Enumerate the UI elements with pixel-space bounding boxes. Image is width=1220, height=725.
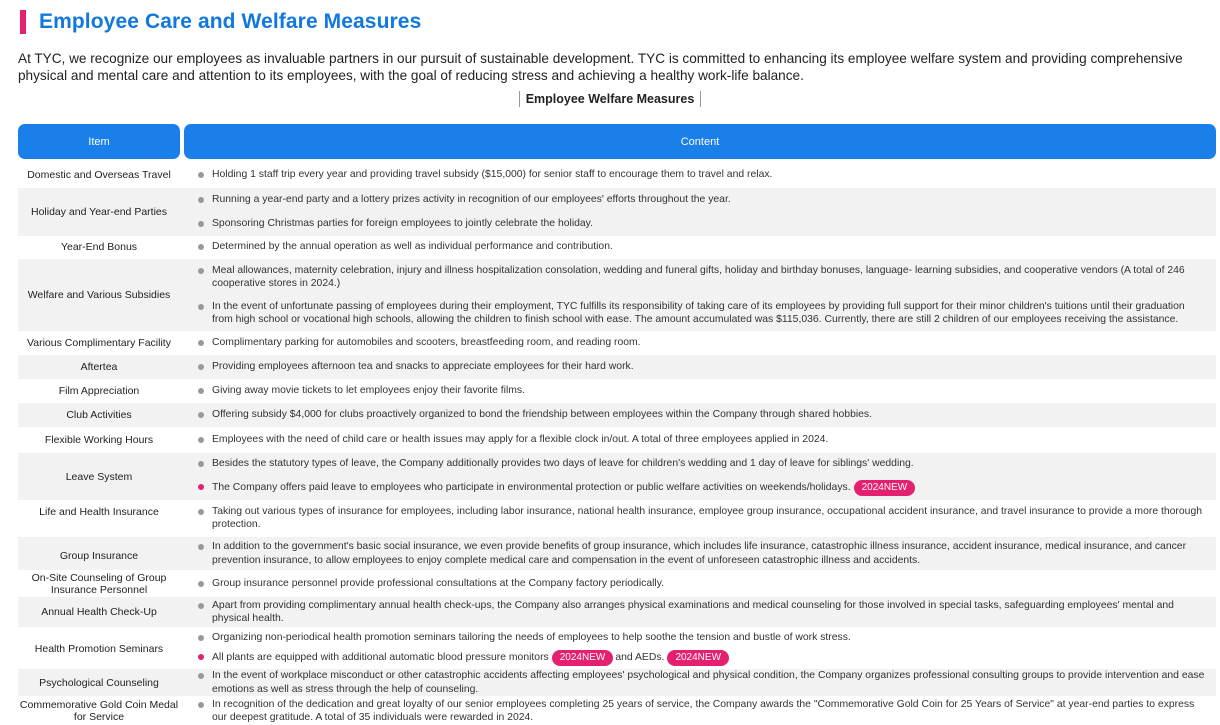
row-item: Leave System (65, 470, 133, 483)
bullet (198, 669, 1208, 696)
row-item: Psychological Counseling (39, 676, 159, 689)
bullet-dot-icon (198, 635, 204, 641)
row-content (198, 163, 1208, 187)
bullet-text: In the event of workplace misconduct or other catastrophic accidents affecting employees' psychological and physical condition, the Company organizes professional consulting groups to provide intervention and ease emotions as well as stress through the help of counseling. (212, 670, 1205, 695)
bullet-text: Complimentary parking for automobiles and scooters, breastfeeding room, and reading room. (212, 337, 641, 349)
table-row (18, 628, 1216, 669)
bullet (198, 264, 1208, 291)
table-row (18, 403, 1216, 427)
table-row (18, 236, 1216, 258)
table-row (18, 380, 1216, 402)
bullet-dot-icon (198, 268, 204, 274)
bullet-text: Besides the statutory types of leave, the Company additionally provides two days of leave for children's wedding and 1 day of leave for siblings' wedding. (212, 458, 914, 470)
bullet (198, 433, 1208, 447)
row-content (198, 697, 1208, 725)
bullet (198, 360, 1208, 374)
bullet-text: Group insurance personnel provide professional consultations at the Company factory periodically. (212, 578, 665, 590)
bullet-text: The Company offers paid leave to employees who participate in environmental protection or public welfare activities on weekends/holidays. (212, 481, 851, 493)
row-content (198, 380, 1208, 402)
row-item: Holiday and Year-end Parties (30, 206, 167, 218)
bullet (198, 193, 1208, 207)
bullet-text: All plants are equipped with additional automatic blood pressure monitors (212, 652, 549, 664)
row-content (198, 403, 1208, 427)
table-row (18, 537, 1216, 570)
bullet (198, 650, 1208, 666)
row-content (198, 597, 1208, 627)
table-row (18, 163, 1216, 187)
bullet-text: Organizing non-periodical health promotion seminars tailoring the needs of employees to help soothe the tension and bustle of work stress. (212, 631, 851, 643)
bullet (198, 540, 1208, 567)
bullet (198, 240, 1208, 254)
row-content (198, 188, 1208, 236)
row-item: Domestic and Overseas Travel (27, 169, 171, 181)
row-item: Film Appreciation (58, 385, 140, 397)
table-title: Employee Welfare Measures (519, 91, 702, 107)
table-row (18, 188, 1216, 236)
bullet-dot-icon (198, 509, 204, 515)
bullet (198, 505, 1208, 532)
intro-paragraph: At TYC, we recognize our employees as invaluable partners in our pursuit of sustainable development. TYC is committed to enhancing its employee welfare system and providing comprehensive physical and mental care and attention to its employees, with the goal of reducing stress and achieving a healthy work-life balance. (18, 51, 1183, 83)
row-item: On-Site Counseling of Group Insurance Personnel (31, 572, 167, 596)
bullet-dot-icon (198, 673, 204, 679)
bullet (198, 480, 1208, 496)
bullet-text: In addition to the government's basic social insurance, we even provide benefits of group insurance, which includes life insurance, catastrophic illness insurance, accident insurance, medical insurance, and cancer prevention insurance, to allow employees to enjoy complete medical care and compensation in the event of unforeseen catastrophic illness and accidents. (212, 541, 1187, 566)
bullet-text: Giving away movie tickets to let employees enjoy their favorite films. (212, 385, 525, 397)
bullet (198, 631, 1208, 645)
row-content (198, 669, 1208, 696)
new-badge: 2024NEW (552, 650, 614, 666)
bullet (198, 217, 1208, 231)
bullet-text-tail: and AEDs. (615, 652, 665, 664)
table-row (18, 332, 1216, 354)
title-accent-bar (20, 10, 26, 34)
table-row (18, 501, 1216, 535)
bullet-text: In recognition of the dedication and great loyalty of our senior employees completing 25 years of service, the Company awards the "Commemorative Gold Coin for 25 Years of Service" at year-end parties to express our deepest gratitude. A total of 35 individuals were rewarded in 2024. (212, 698, 1195, 723)
row-item: Health Promotion Seminars (34, 642, 164, 655)
bullet-text: Determined by the annual operation as well as individual performance and contribution. (212, 241, 613, 253)
bullet-dot-icon (198, 544, 204, 550)
row-item: Welfare and Various Subsidies (27, 289, 171, 301)
table-row (18, 669, 1216, 696)
table-row (18, 697, 1216, 725)
bullet (198, 168, 1208, 182)
page-title-row (20, 8, 421, 36)
row-content (198, 453, 1208, 500)
bullet-dot-icon (198, 437, 204, 443)
bullet (198, 698, 1208, 725)
bullet-dot-icon (198, 412, 204, 418)
row-content (198, 236, 1208, 258)
row-content (198, 428, 1208, 452)
row-content (198, 355, 1208, 379)
row-content (198, 501, 1208, 535)
bullet-text: In the event of unfortunate passing of employees during their employment, TYC fulfills its responsibility of taking care of its employees by providing full support for their minor children's tuitions until their graduation from high school or vocational high schools, allowing the children to finish school with ease. The amount accumulated was $115,036. Currently, there are still 2 children of our employees receiving the assistance. (212, 300, 1185, 325)
row-content (198, 332, 1208, 354)
table-row (18, 597, 1216, 627)
bullet-dot-icon (198, 702, 204, 708)
bullet-text: Taking out various types of insurance for employees, including labor insurance, national health insurance, employee group insurance, occupational accident insurance, and travel insurance to provide a more thorough protection. (212, 505, 1203, 530)
bullet (198, 457, 1208, 471)
bullet-text: Apart from providing complimentary annual health check-ups, the Company also arranges physical examinations and medical counseling for those involved in special tasks, safeguarding employees' mental and physical health. (212, 599, 1174, 624)
bullet-text: Meal allowances, maternity celebration, injury and illness hospitalization consolation, wedding and funeral gifts, holiday and birthday bonuses, language- learning subsidies, and cooperative vendors (A total of 246 cooperative stores in 2024.) (212, 264, 1185, 289)
row-item: Various Complimentary Facility (27, 337, 171, 349)
bullet-text: Employees with the need of child care or health issues may apply for a flexible clock in/out. A total of three employees applied in 2024. (212, 434, 829, 446)
bullet-dot-icon (198, 172, 204, 178)
header-content: Content (184, 124, 1216, 159)
bullet (198, 384, 1208, 398)
bullet-dot-icon (198, 364, 204, 370)
row-item: Flexible Working Hours (44, 434, 154, 446)
bullet-dot-icon (198, 484, 204, 490)
new-badge: 2024NEW (854, 480, 916, 496)
bullet (198, 599, 1208, 626)
bullet-dot-icon (198, 197, 204, 203)
table-row (18, 355, 1216, 379)
row-item: Club Activities (66, 409, 132, 421)
bullet (198, 300, 1208, 327)
row-content (198, 259, 1208, 331)
table-row (18, 571, 1216, 597)
bullet-dot-icon (198, 340, 204, 346)
bullet-dot-icon (198, 581, 204, 587)
table-row (18, 453, 1216, 500)
row-item: Group Insurance (59, 550, 139, 562)
bullet-text: Providing employees afternoon tea and snacks to appreciate employees for their hard work. (212, 361, 634, 373)
table-title-wrap (0, 92, 1220, 106)
bullet (198, 577, 1208, 591)
row-content (198, 628, 1208, 669)
bullet-dot-icon (198, 461, 204, 467)
bullet-dot-icon (198, 304, 204, 310)
row-item: Year-End Bonus (60, 241, 138, 253)
bullet-dot-icon (198, 654, 204, 660)
bullet-dot-icon (198, 221, 204, 227)
bullet (198, 336, 1208, 350)
bullet-dot-icon (198, 244, 204, 250)
header-item: Item (18, 124, 180, 159)
row-item: Life and Health Insurance (39, 506, 159, 518)
row-item: Aftertea (80, 361, 118, 373)
page-title: Employee Care and Welfare Measures (39, 10, 422, 33)
bullet (198, 408, 1208, 422)
row-item: Commemorative Gold Coin Medal for Service (19, 699, 179, 723)
table-row (18, 428, 1216, 452)
bullet-text: Sponsoring Christmas parties for foreign employees to jointly celebrate the holiday. (212, 218, 593, 230)
table-row (18, 259, 1216, 331)
bullet-dot-icon (198, 388, 204, 394)
bullet-text: Offering subsidy $4,000 for clubs proactively organized to bond the friendship between employees within the Company through shared hobbies. (212, 409, 873, 421)
bullet-text: Running a year-end party and a lottery prizes activity in recognition of our employees' efforts throughout the year. (212, 194, 731, 206)
row-content (198, 537, 1208, 570)
bullet-dot-icon (198, 603, 204, 609)
new-badge: 2024NEW (667, 650, 729, 666)
row-content (198, 571, 1208, 597)
bullet-text: Holding 1 staff trip every year and providing travel subsidy ($15,000) for senior staff to encourage them to travel and relax. (212, 169, 773, 181)
row-item: Annual Health Check-Up (41, 606, 157, 618)
